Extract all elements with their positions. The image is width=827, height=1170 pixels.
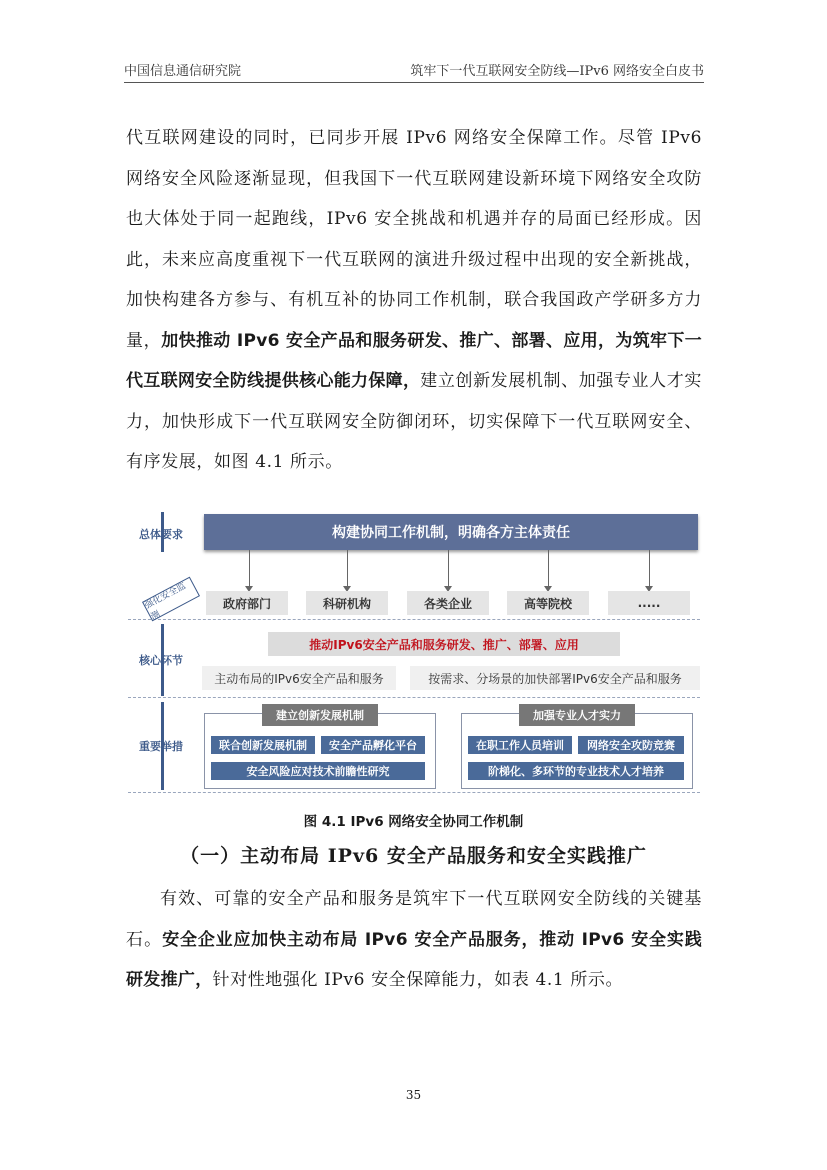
measure-chip: 安全风险应对技术前瞻性研究 [211, 762, 425, 780]
header-org: 中国信息通信研究院 [124, 64, 242, 79]
measure-chip: 网络安全攻防竞赛 [578, 736, 684, 754]
paragraph-2-text-b: 针对性地强化 IPv6 安全保障能力，如表 4.1 所示。 [212, 970, 624, 990]
figure-coordination-mechanism [128, 512, 700, 794]
figure-banner: 构建协同工作机制，明确各方主体责任 [204, 514, 698, 550]
row-divider [128, 792, 700, 793]
body-paragraph-2 [126, 879, 702, 1001]
paragraph-1-bold: 加快推动 IPv6 安全产品和服务研发、推广、部署、应用，为筑牢下一代互联网安全防线提供核心能力保障， [126, 330, 703, 391]
arrow-down-icon [347, 550, 348, 588]
row-label-overall: 总体要求 [139, 528, 183, 541]
core-left: 主动布局的IPv6安全产品和服务 [202, 666, 396, 690]
paragraph-2-bold: 安全企业应加快主动布局 IPv6 安全产品服务，推动 IPv6 安全实践研发推广， [126, 929, 702, 990]
measure-chip: 安全产品孵化平台 [321, 736, 425, 754]
arrow-down-icon [249, 550, 250, 588]
monitoring-stamp: 强化安全监测 [142, 577, 200, 622]
entity-research: 科研机构 [306, 591, 388, 615]
page-header [124, 58, 704, 80]
entity-more: ..... [608, 591, 690, 615]
paragraph-2-text-a: 有效、可靠的安全产品和服务是筑牢下一代互联网安全防线的关键基石。 [126, 889, 702, 950]
group-talent [461, 709, 693, 789]
section-heading: （一）主动布局 IPv6 安全产品服务和安全实践推广 [180, 845, 647, 867]
row-label-core: 核心环节 [139, 654, 183, 667]
row-label-measures: 重要举措 [139, 740, 183, 753]
arrow-down-icon [448, 550, 449, 588]
measure-chip: 阶梯化、多环节的专业技术人才培养 [468, 762, 684, 780]
header-rule [124, 82, 704, 83]
measure-chip: 在职工作人员培训 [468, 736, 572, 754]
entity-government: 政府部门 [206, 591, 288, 615]
core-right: 按需求、分场景的加快部署IPv6安全产品和服务 [410, 666, 700, 690]
arrow-down-icon [548, 550, 549, 588]
group-talent-title: 加强专业人才实力 [519, 704, 635, 726]
entity-university: 高等院校 [507, 591, 589, 615]
entity-enterprise: 各类企业 [407, 591, 489, 615]
group-innovation-title: 建立创新发展机制 [262, 704, 378, 726]
row-divider [128, 619, 700, 620]
measure-chip: 联合创新发展机制 [211, 736, 315, 754]
body-paragraph-1 [126, 118, 702, 483]
header-doc-title: 筑牢下一代互联网安全防线—IPv6 网络安全白皮书 [410, 64, 704, 79]
row-divider [128, 697, 700, 698]
page-number: 35 [405, 1088, 422, 1102]
group-innovation [204, 709, 436, 789]
core-title: 推动IPv6安全产品和服务研发、推广、部署、应用 [268, 632, 620, 656]
paragraph-1-text-a: 代互联网建设的同时，已同步开展 IPv6 网络安全保障工作。尽管 IPv6 网络安全风险逐渐显现，但我国下一代互联网建设新环境下网络安全攻防也大体处于同一起跑线，IPv6 安全挑战和机遇并存的局面已经形成。因此，未来应高度重视下一代互联网的演进升级过程中出现的安全新挑战，加快构建各方参与、有机互补的协同工作机制，联合我国政产学研多方力量， [126, 128, 702, 351]
arrow-down-icon [649, 550, 650, 588]
figure-caption: 图 4.1 IPv6 网络安全协同工作机制 [303, 814, 524, 830]
paragraph-1-text-b: 建立创新发展机制、加强专业人才实力，加快形成下一代互联网安全防御闭环，切实保障下一代互联网安全、有序发展，如图 4.1 所示。 [126, 371, 702, 472]
